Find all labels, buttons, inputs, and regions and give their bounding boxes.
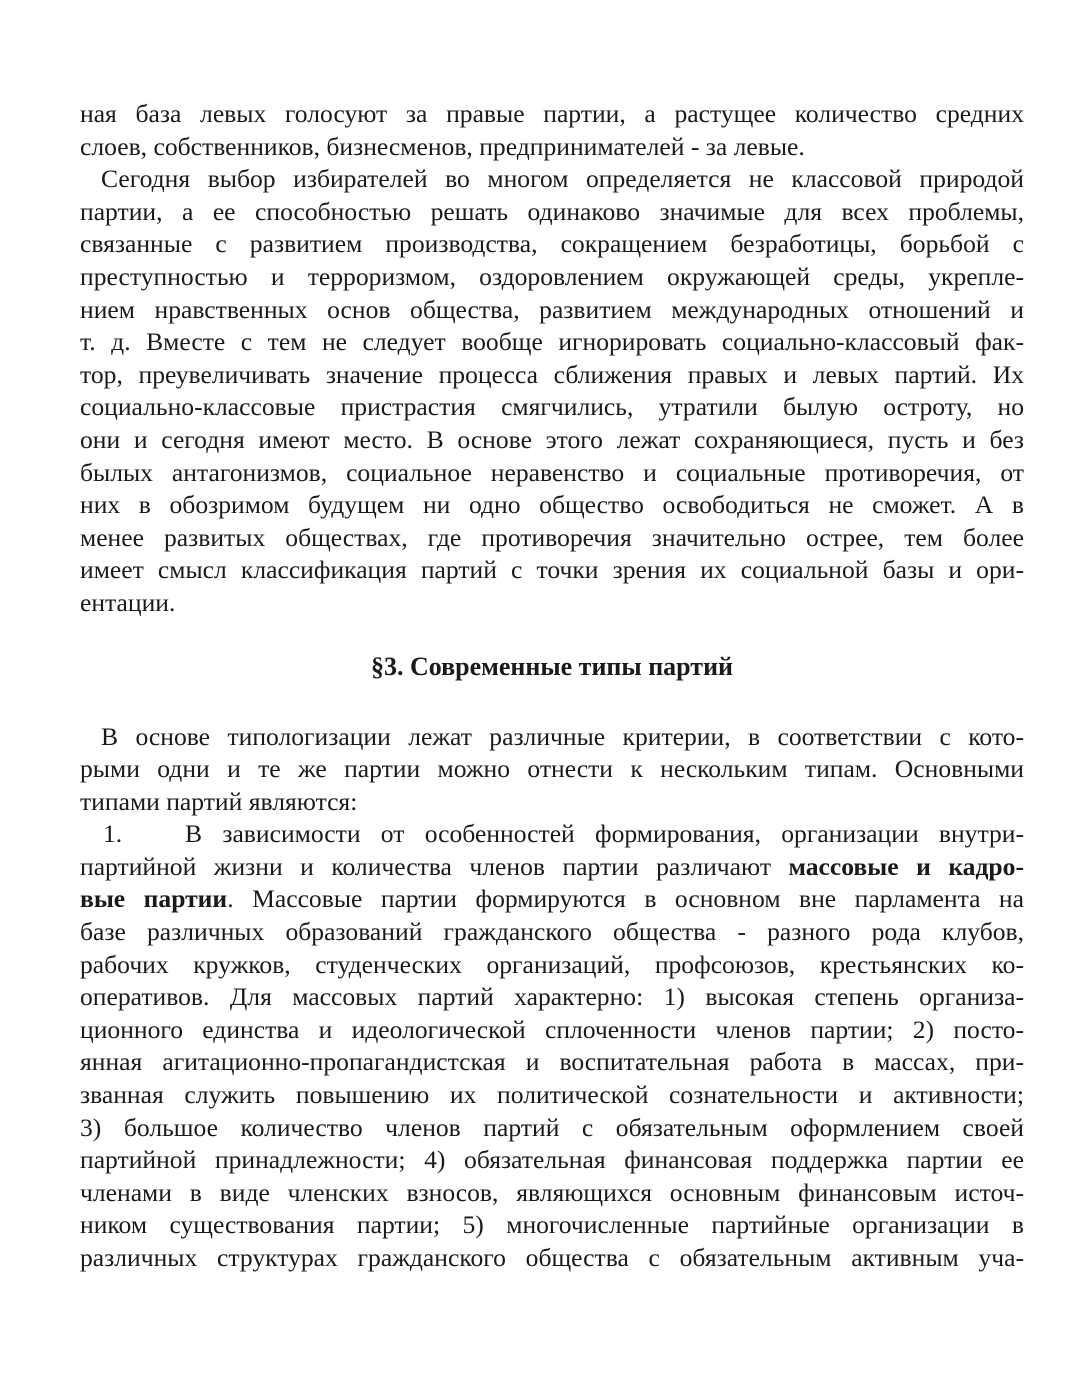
bold-term: массовые и кадро- xyxy=(788,851,1024,881)
document-page xyxy=(80,98,1024,1275)
text-line: членами в виде членских взносов, являющихся основным финансовым источ- xyxy=(80,1177,1024,1207)
section-heading: §3. Современные типы партий xyxy=(370,651,734,681)
text-line: социально-классовые пристрастия смягчились, утратили былую остроту, но xyxy=(80,392,1024,422)
text-line: различных структурах гражданского общества с обязательным активным уча- xyxy=(80,1243,1024,1272)
text-line: типами партий являются: xyxy=(80,786,358,816)
bold-term: вые партии xyxy=(80,884,228,914)
text-line: имеет смысл классификация партий с точки зрения их социальной базы и ори- xyxy=(80,555,1024,585)
text-line xyxy=(80,851,1024,884)
text-span: партийной жизни и количества членов партии различают xyxy=(80,851,789,881)
list-item-text: В зависимости от особенностей формирования, организации внутри- xyxy=(185,819,1024,849)
text-line: янная агитационно-пропагандистская и воспитательная работа в массах, при- xyxy=(80,1047,1024,1077)
paragraph-voter-choice xyxy=(80,163,1024,619)
text-line: ционного единства и идеологической сплоченности членов партии; 2) посто- xyxy=(80,1014,1024,1044)
text-line: т. д. Вместе с тем не следует вообще игнорировать социально-классовый фак- xyxy=(80,327,1024,357)
text-line: преступностью и терроризмом, оздоровлением окружающей среды, укрепле- xyxy=(80,261,1024,291)
text-line: слоев, собственников, бизнесменов, предпринимателей - за левые. xyxy=(80,131,805,161)
text-line: них в обозримом будущем ни одно общество освободиться не сможет. А в xyxy=(80,490,1024,520)
text-line: рабочих кружков, студенческих организаций, профсоюзов, крестьянских ко- xyxy=(80,949,1024,979)
paragraph-continuation xyxy=(80,98,1024,163)
paragraph-typology xyxy=(80,721,1024,819)
text-line: нием нравственных основ общества, развитием международных отношений и xyxy=(80,294,1024,324)
list-item xyxy=(80,818,1024,1274)
text-line: оперативов. Для массовых партий характерно: 1) высокая степень организа- xyxy=(80,982,1024,1012)
text-line: рыми одни и те же партии можно отнести к нескольким типам. Основными xyxy=(80,754,1024,784)
text-line: ентации. xyxy=(80,587,176,617)
text-line: В основе типологизации лежат различные критерии, в соответствии с кото- xyxy=(101,721,1024,751)
text-line: званная служить повышению их политической сознательности и активности; xyxy=(80,1080,1024,1110)
text-line: былых антагонизмов, социальное неравенство и социальные противоречия, от xyxy=(80,457,1024,487)
text-line xyxy=(80,883,1024,916)
text-line: Сегодня выбор избирателей во многом определяется не классовой природой xyxy=(101,164,1024,194)
text-line: партии, а ее способностью решать одинаково значимые для всех проблемы, xyxy=(80,196,1024,226)
text-span: . Массовые партии формируются в основном вне парламента на xyxy=(227,884,1024,914)
text-line: ником существования партии; 5) многочисленные партийные организации в xyxy=(80,1210,1024,1240)
text-line: менее развитых обществах, где противоречия значительно острее, тем более xyxy=(80,522,1024,552)
text-line: связанные с развитием производства, сокращением безработицы, борьбой с xyxy=(80,229,1024,259)
text-line: 3) большое количество членов партий с обязательным оформлением своей xyxy=(80,1112,1024,1142)
text-line: они и сегодня имеют место. В основе этого лежат сохраняющиеся, пусть и без xyxy=(80,424,1024,454)
text-line: партийной принадлежности; 4) обязательная финансовая поддержка партии ее xyxy=(80,1145,1024,1175)
text-line: базе различных образований гражданского общества - разного рода клубов, xyxy=(80,917,1024,947)
text-line xyxy=(80,818,1024,851)
list-number: 1. xyxy=(103,819,123,849)
text-line: ная база левых голосуют за правые партии, а растущее количество средних xyxy=(80,99,1024,128)
text-line: тор, преувеличивать значение процесса сближения правых и левых партий. Их xyxy=(80,359,1024,389)
